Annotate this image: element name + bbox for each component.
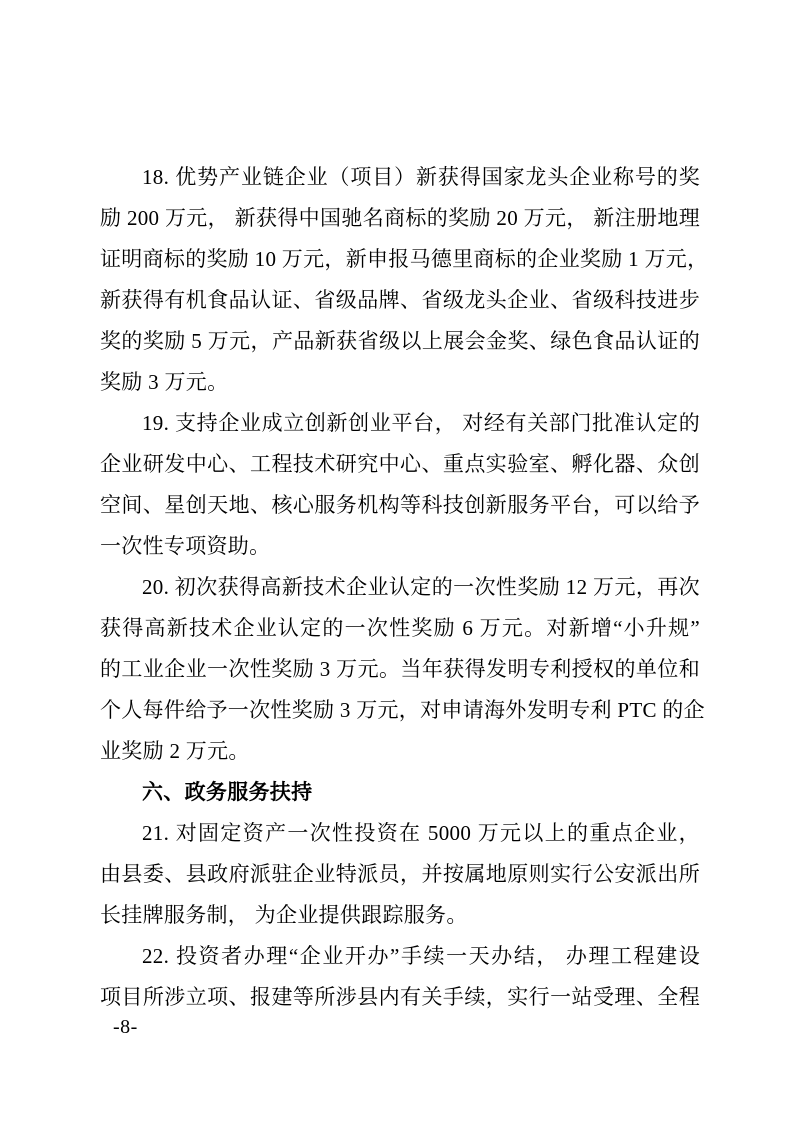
- text-line: 企业研发中心、工程技术研究中心、重点实验室、孵化器、众创: [100, 452, 700, 476]
- text-line: 励 200 万元， 新获得中国驰名商标的奖励 20 万元， 新注册地理: [100, 206, 700, 230]
- text-line: 奖励 3 万元。: [100, 370, 229, 394]
- text-line: 空间、星创天地、核心服务机构等科技创新服务平台，可以给予: [100, 493, 700, 517]
- text-line: 18. 优势产业链企业（项目）新获得国家龙头企业称号的奖: [142, 165, 700, 189]
- text-line: 业奖励 2 万元。: [100, 739, 250, 763]
- text-line: 的工业企业一次性奖励 3 万元。当年获得发明专利授权的单位和: [100, 657, 700, 681]
- paragraph-item-19: [100, 403, 700, 567]
- text-line: 一次性专项资助。: [100, 534, 271, 558]
- text-line: 个人每件给予一次性奖励 3 万元，对申请海外发明专利 PTC 的企: [100, 698, 705, 722]
- paragraph-item-20: [100, 567, 705, 772]
- paragraph-item-21: [100, 813, 700, 936]
- text-line: 获得高新技术企业认定的一次性奖励 6 万元。对新增“小升规”: [100, 616, 700, 640]
- text-line: 长挂牌服务制， 为企业提供跟踪服务。: [100, 903, 468, 927]
- text-line: 21. 对固定资产一次性投资在 5000 万元以上的重点企业，: [142, 821, 700, 845]
- text-line: 新获得有机食品认证、省级品牌、省级龙头企业、省级科技进步: [100, 288, 700, 312]
- text-line: 奖的奖励 5 万元，产品新获省级以上展会金奖、绿色食品认证的: [100, 329, 700, 353]
- document-body: [100, 157, 709, 1018]
- text-line: 证明商标的奖励 10 万元，新申报马德里商标的企业奖励 1 万元，: [100, 247, 709, 271]
- section-heading: 六、政务服务扶持: [142, 780, 313, 804]
- paragraph-item-18: [100, 157, 709, 403]
- text-line: 19. 支持企业成立创新创业平台， 对经有关部门批准认定的: [142, 411, 700, 435]
- text-line: 项目所涉立项、报建等所涉县内有关手续，实行一站受理、全程: [100, 985, 700, 1009]
- text-line: 22. 投资者办理“企业开办”手续一天办结， 办理工程建设: [142, 944, 700, 968]
- text-line: 20. 初次获得高新技术企业认定的一次性奖励 12 万元，再次: [142, 575, 700, 599]
- text-line: 由县委、县政府派驻企业特派员，并按属地原则实行公安派出所: [100, 862, 700, 886]
- page-number: -8-: [113, 1016, 138, 1038]
- paragraph-item-22: [100, 936, 700, 1018]
